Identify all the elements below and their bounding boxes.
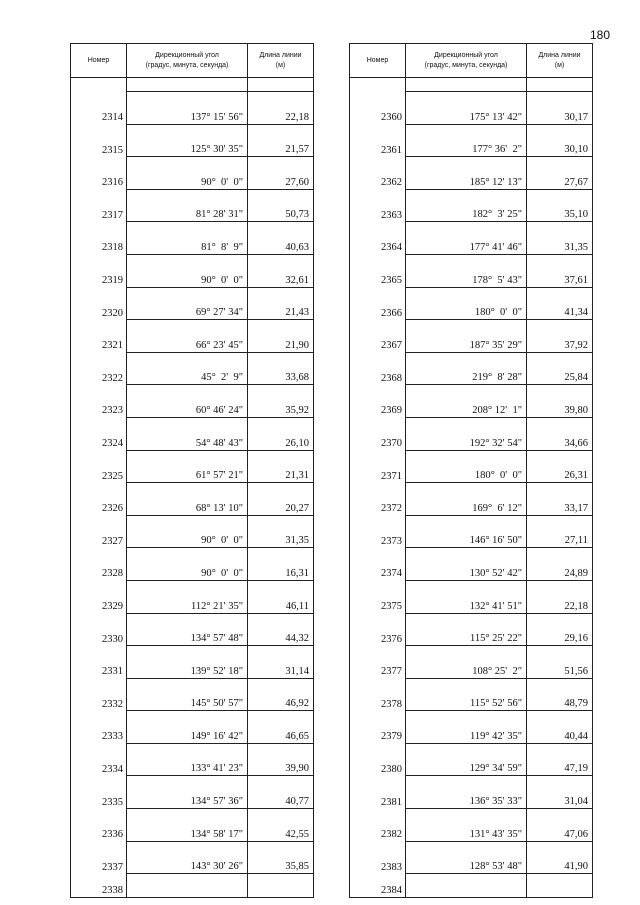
line-length: 34,66: [527, 417, 593, 450]
header-angle-line2: (градус, минута, секунда): [145, 61, 229, 69]
direction-angle-cell: [127, 483, 248, 516]
table-row: [350, 548, 593, 581]
line-length: 37,61: [527, 254, 593, 287]
direction-angle: 145° 50' 57": [190, 698, 243, 710]
point-number: 2373: [350, 515, 406, 548]
point-number: 2326: [71, 483, 127, 516]
empty-cell: [527, 78, 593, 92]
direction-angle: 68° 13' 10": [195, 502, 243, 514]
empty-cell: [406, 874, 527, 898]
table-header-row: [350, 44, 593, 78]
spacer-row: [71, 78, 314, 92]
table-row: [71, 189, 314, 222]
table-row: [71, 711, 314, 744]
point-number: 2331: [71, 646, 127, 679]
direction-angle: 61° 57' 21": [195, 470, 243, 482]
point-number: 2367: [350, 320, 406, 353]
table-row: [350, 189, 593, 222]
direction-angle-cell: [127, 515, 248, 548]
direction-angle: 108° 25' 2": [472, 665, 522, 677]
table-row: [71, 124, 314, 157]
point-number: 2361: [350, 124, 406, 157]
direction-angle-cell: [406, 743, 527, 776]
point-number: 2363: [350, 189, 406, 222]
direction-angle: 149° 16' 42": [190, 730, 243, 742]
line-length: 47,06: [527, 809, 593, 842]
point-number: 2317: [71, 189, 127, 222]
empty-cell: [527, 874, 593, 898]
direction-angle-cell: [406, 450, 527, 483]
header-angle-line1: Дирекционный угол: [434, 51, 498, 59]
direction-angle: 134° 57' 36": [190, 796, 243, 808]
point-number: 2368: [350, 352, 406, 385]
line-length: 37,92: [527, 320, 593, 353]
page-number: 180: [589, 28, 610, 42]
line-length: 20,27: [248, 483, 314, 516]
table-row: [71, 352, 314, 385]
point-number: 2323: [71, 385, 127, 418]
line-length: 42,55: [248, 809, 314, 842]
line-length: 31,35: [248, 515, 314, 548]
direction-angle: 137° 15' 56": [190, 111, 243, 123]
table-row: [350, 743, 593, 776]
line-length: 29,16: [527, 613, 593, 646]
point-number: 2369: [350, 385, 406, 418]
direction-angle-cell: [127, 92, 248, 125]
direction-angle-cell: [127, 417, 248, 450]
point-number: 2321: [71, 320, 127, 353]
table-row: [71, 385, 314, 418]
table-row: [71, 678, 314, 711]
line-length: 51,56: [527, 646, 593, 679]
point-number: 2370: [350, 417, 406, 450]
point-number: 2372: [350, 483, 406, 516]
direction-angle-cell: [406, 841, 527, 874]
table-row: [71, 776, 314, 809]
point-number: 2375: [350, 580, 406, 613]
line-length: 40,77: [248, 776, 314, 809]
direction-angle: 180° 0' 0": [474, 307, 522, 319]
point-number: 2327: [71, 515, 127, 548]
direction-angle: 90° 0' 0": [201, 567, 243, 579]
direction-angle-cell: [127, 352, 248, 385]
direction-angle-cell: [406, 613, 527, 646]
table-row: [350, 417, 593, 450]
direction-angle: 90° 0' 0": [201, 274, 243, 286]
direction-angle: 90° 0' 0": [201, 176, 243, 188]
header-number: Номер: [350, 44, 406, 78]
direction-angle-cell: [127, 189, 248, 222]
line-length: 25,84: [527, 352, 593, 385]
direction-angle-cell: [127, 287, 248, 320]
point-number: 2382: [350, 809, 406, 842]
point-number: 2376: [350, 613, 406, 646]
point-number: 2360: [350, 92, 406, 125]
point-number: 2383: [350, 841, 406, 874]
direction-angle-cell: [127, 124, 248, 157]
direction-angle: 54° 48' 43": [195, 437, 243, 449]
table-row: [71, 92, 314, 125]
direction-angle-cell: [127, 711, 248, 744]
line-length: 31,14: [248, 646, 314, 679]
direction-angle: 178° 5' 43": [472, 274, 522, 286]
line-length: 22,18: [248, 92, 314, 125]
point-number: 2315: [71, 124, 127, 157]
direction-angle-cell: [406, 417, 527, 450]
direction-angle-cell: [127, 157, 248, 190]
direction-angle: 45° 2' 9": [201, 372, 243, 384]
line-length: 21,57: [248, 124, 314, 157]
empty-cell: [350, 78, 406, 92]
table-row: [350, 157, 593, 190]
line-length: 31,04: [527, 776, 593, 809]
point-number: 2380: [350, 743, 406, 776]
header-length-line1: Длина линии: [259, 51, 302, 59]
table-header-row: [71, 44, 314, 78]
direction-angle-cell: [127, 450, 248, 483]
direction-angle: 131° 43' 35": [469, 828, 522, 840]
direction-angle: 112° 21' 35": [191, 600, 243, 612]
line-length: 35,10: [527, 189, 593, 222]
direction-angle: 169° 6' 12": [472, 502, 522, 514]
table-row: [350, 776, 593, 809]
table-row: [350, 515, 593, 548]
header-length: [527, 44, 593, 78]
direction-angle-cell: [127, 809, 248, 842]
direction-angle-cell: [406, 678, 527, 711]
table-row: [350, 483, 593, 516]
direction-angle: 81° 28' 31": [195, 209, 243, 221]
point-number: 2364: [350, 222, 406, 255]
direction-angle-cell: [406, 548, 527, 581]
direction-angle: 115° 52' 56": [470, 698, 522, 710]
point-number: 2316: [71, 157, 127, 190]
line-length: 22,18: [527, 580, 593, 613]
point-number: 2381: [350, 776, 406, 809]
point-number: 2379: [350, 711, 406, 744]
point-number: 2330: [71, 613, 127, 646]
table-row: [350, 320, 593, 353]
line-length: 46,11: [248, 580, 314, 613]
direction-angle-cell: [127, 678, 248, 711]
direction-angle-cell: [406, 483, 527, 516]
table-row: [71, 483, 314, 516]
table-row-last: [350, 874, 593, 898]
direction-angle: 119° 42' 35": [470, 730, 522, 742]
direction-angle-cell: [406, 385, 527, 418]
direction-angle: 115° 25' 22": [470, 633, 522, 645]
line-length: 40,44: [527, 711, 593, 744]
line-length: 33,17: [527, 483, 593, 516]
line-length: 39,90: [248, 743, 314, 776]
line-length: 24,89: [527, 548, 593, 581]
direction-angle: 133° 41' 23": [190, 763, 243, 775]
direction-angle: 134° 58' 17": [190, 828, 243, 840]
point-number: 2377: [350, 646, 406, 679]
direction-angle: 130° 52' 42": [469, 567, 522, 579]
direction-angle-cell: [127, 320, 248, 353]
direction-angle: 143° 30' 26": [190, 861, 243, 873]
direction-angle: 125° 30' 35": [190, 144, 243, 156]
direction-angle: 139° 52' 18": [190, 665, 243, 677]
line-length: 46,65: [248, 711, 314, 744]
table-row: [71, 287, 314, 320]
direction-angle: 185° 12' 13": [469, 176, 522, 188]
table-row: [71, 254, 314, 287]
direction-angle: 180° 0' 0": [474, 470, 522, 482]
table-row: [350, 385, 593, 418]
header-length: [248, 44, 314, 78]
table-row: [350, 450, 593, 483]
table-row: [350, 287, 593, 320]
line-length: 48,79: [527, 678, 593, 711]
point-number: 2365: [350, 254, 406, 287]
point-number: 2374: [350, 548, 406, 581]
direction-angle: 66° 23' 45": [195, 339, 243, 351]
direction-angle-cell: [406, 776, 527, 809]
line-length: 39,80: [527, 385, 593, 418]
point-number: 2337: [71, 841, 127, 874]
table-row: [350, 841, 593, 874]
direction-angle: 132° 41' 51": [469, 600, 522, 612]
line-length: 46,92: [248, 678, 314, 711]
table-row: [71, 548, 314, 581]
direction-angle-cell: [406, 580, 527, 613]
direction-angle: 175° 13' 42": [469, 111, 522, 123]
table-row: [350, 222, 593, 255]
direction-angle-cell: [127, 776, 248, 809]
coordinates-table-left: [70, 43, 314, 898]
direction-angle-cell: [127, 743, 248, 776]
header-angle: [406, 44, 527, 78]
line-length: 41,34: [527, 287, 593, 320]
empty-cell: [248, 874, 314, 898]
table-row: [71, 743, 314, 776]
line-length: 21,90: [248, 320, 314, 353]
empty-cell: [406, 78, 527, 92]
point-number: 2328: [71, 548, 127, 581]
coordinates-table-right: [349, 43, 593, 898]
point-number: 2314: [71, 92, 127, 125]
empty-cell: [127, 874, 248, 898]
direction-angle-cell: [127, 254, 248, 287]
table-row: [350, 352, 593, 385]
point-number: 2335: [71, 776, 127, 809]
direction-angle: 69° 27' 34": [195, 307, 243, 319]
direction-angle: 129° 34' 59": [469, 763, 522, 775]
table-row: [71, 320, 314, 353]
line-length: 35,92: [248, 385, 314, 418]
direction-angle: 60° 46' 24": [195, 404, 243, 416]
line-length: 27,60: [248, 157, 314, 190]
point-number: 2336: [71, 809, 127, 842]
header-number: Номер: [71, 44, 127, 78]
line-length: 47,19: [527, 743, 593, 776]
table-row-last: [71, 874, 314, 898]
line-length: 27,67: [527, 157, 593, 190]
line-length: 32,61: [248, 254, 314, 287]
direction-angle-cell: [127, 613, 248, 646]
table-row: [71, 157, 314, 190]
point-number: 2366: [350, 287, 406, 320]
header-angle: [127, 44, 248, 78]
point-number: 2322: [71, 352, 127, 385]
table-row: [71, 580, 314, 613]
point-number: 2324: [71, 417, 127, 450]
table-row: [350, 809, 593, 842]
point-number: 2325: [71, 450, 127, 483]
point-number: 2362: [350, 157, 406, 190]
spacer-row: [350, 78, 593, 92]
header-length-line2: (м): [554, 61, 565, 69]
table-row: [350, 124, 593, 157]
direction-angle-cell: [406, 287, 527, 320]
empty-cell: [127, 78, 248, 92]
point-number: 2371: [350, 450, 406, 483]
direction-angle: 182° 3' 25": [472, 209, 522, 221]
direction-angle: 134° 57' 48": [190, 633, 243, 645]
table-row: [71, 646, 314, 679]
point-number: 2334: [71, 743, 127, 776]
direction-angle-cell: [127, 222, 248, 255]
direction-angle-cell: [406, 222, 527, 255]
direction-angle-cell: [406, 352, 527, 385]
header-angle-line1: Дирекционный угол: [155, 51, 219, 59]
line-length: 50,73: [248, 189, 314, 222]
line-length: 16,31: [248, 548, 314, 581]
direction-angle: 136° 35' 33": [469, 796, 522, 808]
point-number: 2332: [71, 678, 127, 711]
point-number: 2384: [350, 874, 406, 898]
direction-angle-cell: [127, 646, 248, 679]
direction-angle: 192° 32' 54": [469, 437, 522, 449]
line-length: 44,32: [248, 613, 314, 646]
direction-angle-cell: [127, 580, 248, 613]
direction-angle: 219° 8' 28": [472, 372, 522, 384]
direction-angle-cell: [406, 646, 527, 679]
point-number: 2318: [71, 222, 127, 255]
line-length: 30,17: [527, 92, 593, 125]
direction-angle: 146° 16' 50": [469, 535, 522, 547]
line-length: 40,63: [248, 222, 314, 255]
direction-angle: 177° 36' 2": [472, 144, 522, 156]
line-length: 21,43: [248, 287, 314, 320]
direction-angle-cell: [127, 385, 248, 418]
direction-angle: 208° 12' 1": [472, 404, 522, 416]
table-row: [350, 678, 593, 711]
line-length: 26,10: [248, 417, 314, 450]
line-length: 27,11: [527, 515, 593, 548]
table-row: [71, 515, 314, 548]
table-row: [71, 417, 314, 450]
table-row: [350, 92, 593, 125]
table-row: [71, 809, 314, 842]
header-length-line1: Длина линии: [538, 51, 581, 59]
direction-angle: 128° 53' 48": [469, 861, 522, 873]
empty-cell: [71, 78, 127, 92]
line-length: 30,10: [527, 124, 593, 157]
direction-angle-cell: [406, 124, 527, 157]
table-row: [71, 450, 314, 483]
direction-angle-cell: [406, 189, 527, 222]
point-number: 2329: [71, 580, 127, 613]
table-row: [71, 613, 314, 646]
table-row: [350, 254, 593, 287]
direction-angle: 81° 8' 9": [201, 241, 243, 253]
table-row: [71, 222, 314, 255]
line-length: 33,68: [248, 352, 314, 385]
point-number: 2333: [71, 711, 127, 744]
point-number: 2320: [71, 287, 127, 320]
direction-angle-cell: [406, 320, 527, 353]
point-number: 2378: [350, 678, 406, 711]
direction-angle-cell: [127, 841, 248, 874]
table-row: [350, 646, 593, 679]
table-row: [71, 841, 314, 874]
table-row: [350, 613, 593, 646]
line-length: 26,31: [527, 450, 593, 483]
table-row: [350, 580, 593, 613]
direction-angle: 187° 35' 29": [469, 339, 522, 351]
direction-angle-cell: [406, 254, 527, 287]
empty-cell: [248, 78, 314, 92]
table-row: [350, 711, 593, 744]
direction-angle-cell: [406, 711, 527, 744]
direction-angle-cell: [406, 515, 527, 548]
point-number: 2319: [71, 254, 127, 287]
point-number: 2338: [71, 874, 127, 898]
line-length: 21,31: [248, 450, 314, 483]
direction-angle-cell: [406, 157, 527, 190]
direction-angle-cell: [406, 809, 527, 842]
line-length: 31,35: [527, 222, 593, 255]
line-length: 41,90: [527, 841, 593, 874]
line-length: 35,85: [248, 841, 314, 874]
header-length-line2: (м): [275, 61, 286, 69]
direction-angle-cell: [406, 92, 527, 125]
header-angle-line2: (градус, минута, секунда): [424, 61, 508, 69]
direction-angle: 177° 41' 46": [469, 241, 522, 253]
direction-angle: 90° 0' 0": [201, 535, 243, 547]
direction-angle-cell: [127, 548, 248, 581]
